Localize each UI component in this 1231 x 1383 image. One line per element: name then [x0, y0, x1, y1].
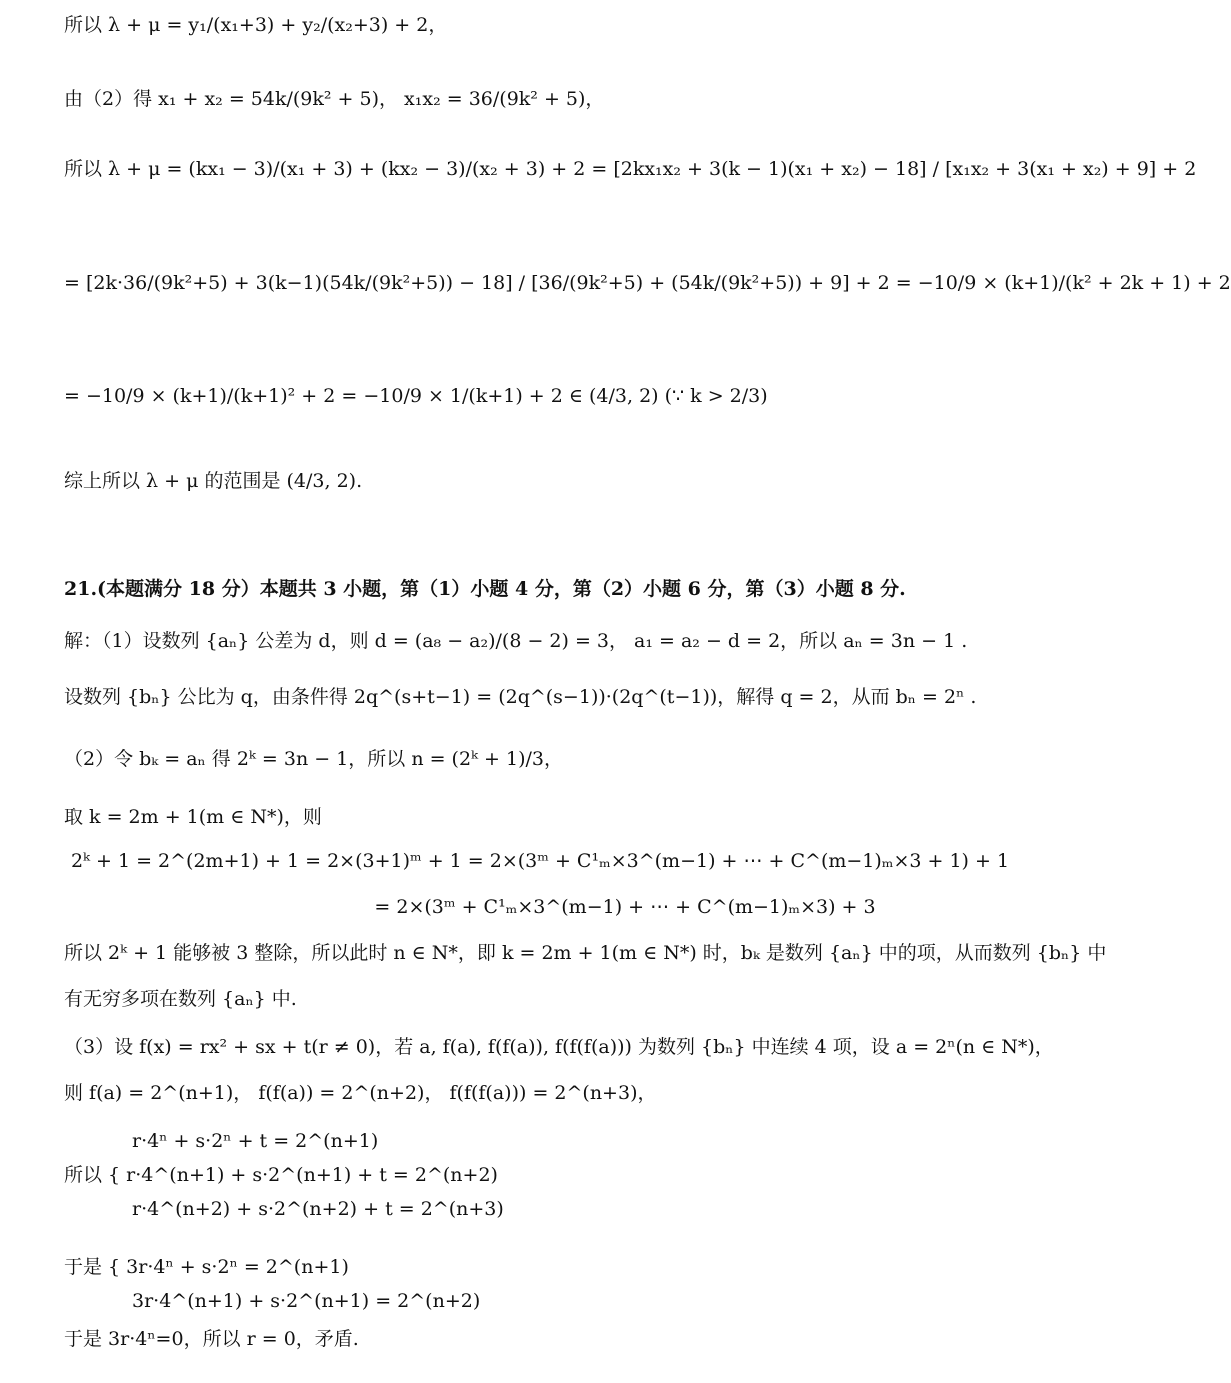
line-5: = −10/9 × (k+1)/(k+1)² + 2 = −10/9 × 1/(k+1) + 2 ∈ (4/3, 2) (∵ k > 2/3) [64, 385, 768, 407]
system-1-line-1: r·4ⁿ + s·2ⁿ + t = 2^(n+1) [132, 1130, 379, 1152]
system-1-line-2: 所以 { r·4^(n+1) + s·2^(n+1) + t = 2^(n+2) [64, 1164, 498, 1186]
line-14: 所以 2ᵏ + 1 能够被 3 整除，所以此时 n ∈ N*，即 k = 2m + 1(m ∈ N*) 时，bₖ 是数列 {aₙ} 中的项，从而数列 {bₙ} 中 [64, 942, 1107, 964]
line-13: = 2×(3ᵐ + C¹ₘ×3^(m−1) + ⋯ + C^(m−1)ₘ×3) + 3 [374, 896, 876, 918]
line-15: 有无穷多项在数列 {aₙ} 中. [64, 988, 297, 1010]
line-2: 由（2）得 x₁ + x₂ = 54k/(9k² + 5)， x₁x₂ = 36/(9k² + 5)， [64, 88, 605, 110]
system-2-line-1: 于是 { 3r·4ⁿ + s·2ⁿ = 2^(n+1) [64, 1256, 349, 1278]
system-1-line-3: r·4^(n+2) + s·2^(n+2) + t = 2^(n+3) [132, 1198, 504, 1220]
line-8: 解：（1）设数列 {aₙ} 公差为 d，则 d = (a₈ − a₂)/(8 − 2) = 3， a₁ = a₂ − d = 2，所以 aₙ = 3n − 1 . [64, 630, 968, 652]
line-9: 设数列 {bₙ} 公比为 q，由条件得 2q^(s+t−1) = (2q^(s−1))·(2q^(t−1))，解得 q = 2，从而 bₙ = 2ⁿ . [64, 686, 977, 708]
section-21-heading: 21.(本题满分 18 分）本题共 3 小题，第（1）小题 4 分，第（2）小题 6 分，第（3）小题 8 分. [64, 578, 906, 600]
line-3: 所以 λ + μ = (kx₁ − 3)/(x₁ + 3) + (kx₂ − 3)/(x₂ + 3) + 2 = [2kx₁x₂ + 3(k − 1)(x₁ + x₂) − 18] / [x₁x₂ + 3(x₁ + x₂) + 9] + 2 [64, 158, 1197, 180]
line-4: = [2k·36/(9k²+5) + 3(k−1)(54k/(9k²+5)) − 18] / [36/(9k²+5) + (54k/(9k²+5)) + 9] + 2 = −10/9 × (k+1)/(k² + 2k + 1) + 2 [64, 272, 1231, 294]
line-17: 则 f(a) = 2^(n+1)， f(f(a)) = 2^(n+2)， f(f(f(a))) = 2^(n+3)， [64, 1082, 657, 1104]
line-10: （2）令 bₖ = aₙ 得 2ᵏ = 3n − 1，所以 n = (2ᵏ + 1)/3， [64, 748, 563, 770]
line-6: 综上所以 λ + μ 的范围是 (4/3, 2). [64, 470, 363, 492]
line-12: 2ᵏ + 1 = 2^(2m+1) + 1 = 2×(3+1)ᵐ + 1 = 2×(3ᵐ + C¹ₘ×3^(m−1) + ⋯ + C^(m−1)ₘ×3 + 1) + 1 [70, 850, 1010, 872]
line-16: （3）设 f(x) = rx² + sx + t(r ≠ 0)，若 a, f(a), f(f(a)), f(f(f(a))) 为数列 {bₙ} 中连续 4 项，设 a = 2ⁿ(n ∈ N*)， [64, 1036, 1054, 1058]
line-1: 所以 λ + μ = y₁/(x₁+3) + y₂/(x₂+3) + 2， [64, 14, 448, 36]
line-11: 取 k = 2m + 1(m ∈ N*)，则 [64, 806, 322, 828]
line-final: 于是 3r·4ⁿ=0，所以 r = 0，矛盾. [64, 1328, 359, 1350]
system-2-line-2: 3r·4^(n+1) + s·2^(n+1) = 2^(n+2) [132, 1290, 481, 1312]
